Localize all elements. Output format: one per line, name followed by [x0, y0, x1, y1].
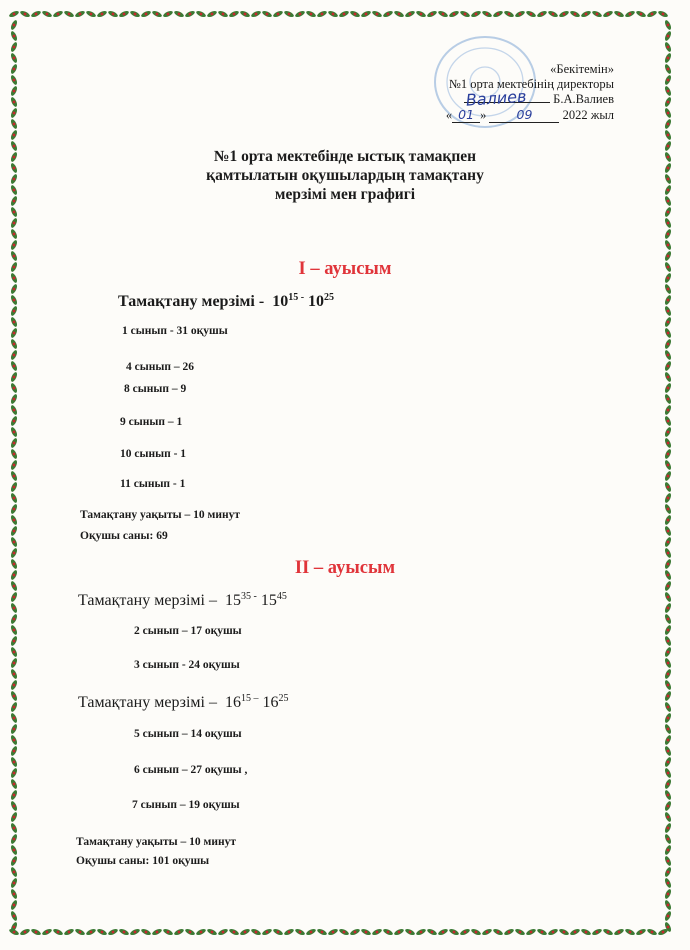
holly-leaf	[217, 10, 228, 19]
holly-leaf	[664, 921, 673, 932]
holly-leaf	[664, 228, 673, 239]
holly-leaf	[250, 928, 261, 937]
holly-leaf	[525, 10, 536, 19]
holly-leaf	[664, 360, 673, 371]
holly-leaf	[10, 701, 19, 712]
holly-leaf	[664, 514, 673, 525]
holly-leaf	[10, 591, 19, 602]
holly-leaf	[664, 239, 673, 250]
holly-leaf	[327, 928, 338, 937]
holly-leaf	[664, 85, 673, 96]
holly-leaf	[8, 10, 19, 19]
holly-leaf	[261, 10, 272, 19]
holly-leaf	[10, 580, 19, 591]
holly-leaf	[239, 10, 250, 19]
holly-leaf	[10, 657, 19, 668]
holly-leaf	[10, 228, 19, 239]
holly-leaf	[371, 10, 382, 19]
holly-leaf	[664, 503, 673, 514]
holly-leaf	[664, 580, 673, 591]
shift-1-class-2: 4 сынып – 26	[126, 361, 194, 373]
holly-leaf	[591, 928, 602, 937]
holly-leaf	[664, 448, 673, 459]
shift-2-class-3: 5 сынып – 14 оқушы	[134, 728, 242, 740]
holly-leaf	[162, 928, 173, 937]
holly-leaf	[547, 928, 558, 937]
holly-leaf	[10, 602, 19, 613]
holly-leaf	[10, 393, 19, 404]
shift-1-class-3: 8 сынып – 9	[124, 383, 187, 395]
holly-leaf	[10, 415, 19, 426]
holly-leaf	[10, 316, 19, 327]
holly-leaf	[10, 899, 19, 910]
holly-leaf	[129, 928, 140, 937]
holly-leaf	[664, 899, 673, 910]
holly-leaf	[10, 30, 19, 41]
holly-leaf	[10, 844, 19, 855]
holly-leaf	[195, 928, 206, 937]
holly-leaf	[481, 928, 492, 937]
holly-leaf	[10, 855, 19, 866]
holly-leaf	[558, 928, 569, 937]
shift-1-class-6: 11 сынып - 1	[120, 478, 186, 490]
holly-leaf	[426, 10, 437, 19]
holly-leaf	[664, 96, 673, 107]
holly-leaf	[664, 393, 673, 404]
holly-leaf	[10, 371, 19, 382]
holly-leaf	[481, 10, 492, 19]
holly-leaf	[664, 734, 673, 745]
holly-leaf	[664, 327, 673, 338]
holly-leaf	[316, 928, 327, 937]
holly-leaf	[349, 10, 360, 19]
holly-leaf	[74, 928, 85, 937]
holly-leaf	[10, 789, 19, 800]
holly-leaf	[118, 10, 129, 19]
holly-leaf	[580, 928, 591, 937]
holly-leaf	[602, 928, 613, 937]
holly-leaf	[558, 10, 569, 19]
holly-leaf	[664, 547, 673, 558]
holly-leaf	[459, 928, 470, 937]
title-line-1: №1 орта мектебінде ыстық тамақпен	[213, 148, 477, 165]
holly-leaf	[664, 52, 673, 63]
holly-leaf	[10, 404, 19, 415]
holly-leaf	[294, 10, 305, 19]
holly-leaf	[10, 448, 19, 459]
holly-leaf	[514, 10, 525, 19]
holly-leaf	[624, 10, 635, 19]
holly-leaf	[206, 10, 217, 19]
holly-leaf	[664, 833, 673, 844]
holly-leaf	[664, 118, 673, 129]
holly-leaf	[10, 778, 19, 789]
holly-leaf	[10, 283, 19, 294]
holly-leaf	[10, 866, 19, 877]
shift-2-class-5: 7 сынып – 19 оқушы	[132, 799, 240, 811]
holly-leaf	[664, 426, 673, 437]
holly-leaf	[536, 10, 547, 19]
holly-leaf	[261, 928, 272, 937]
holly-leaf	[382, 10, 393, 19]
holly-leaf	[664, 888, 673, 899]
holly-leaf	[118, 928, 129, 937]
holly-leaf	[664, 206, 673, 217]
holly-leaf	[10, 723, 19, 734]
holly-leaf	[664, 877, 673, 888]
holly-leaf	[657, 928, 668, 937]
holly-leaf	[664, 536, 673, 547]
holly-leaf	[664, 613, 673, 624]
holly-leaf	[96, 10, 107, 19]
shift-1-class-1: 1 сынып - 31 оқушы	[122, 325, 228, 337]
shift-1-timing: Тамақтану мерзімі - $10^{15 -}$ $10^{25}$	[118, 292, 335, 310]
holly-leaf	[664, 30, 673, 41]
holly-leaf	[591, 10, 602, 19]
holly-leaf	[41, 928, 52, 937]
shift-2-timing-2: Тамақтану мерзімі – $16^{15 -}$ $16^{25}$	[78, 693, 289, 711]
holly-leaf	[316, 10, 327, 19]
holly-leaf	[10, 206, 19, 217]
holly-leaf	[371, 928, 382, 937]
holly-leaf	[10, 305, 19, 316]
holly-leaf	[30, 10, 41, 19]
holly-leaf	[10, 877, 19, 888]
holly-leaf	[10, 690, 19, 701]
holly-leaf	[664, 41, 673, 52]
holly-leaf	[10, 426, 19, 437]
holly-leaf	[184, 928, 195, 937]
holly-leaf	[664, 107, 673, 118]
holly-leaf	[602, 10, 613, 19]
holly-leaf	[10, 85, 19, 96]
holly-leaf	[10, 294, 19, 305]
holly-leaf	[19, 928, 30, 937]
holly-leaf	[10, 833, 19, 844]
holly-leaf	[10, 459, 19, 470]
holly-leaf	[74, 10, 85, 19]
holly-leaf	[250, 10, 261, 19]
shift-2-timing-1: Тамақтану мерзімі – $15^{35 -}$ $15^{45}$	[78, 591, 287, 609]
page-title	[0, 147, 690, 204]
holly-leaf	[664, 525, 673, 536]
holly-leaf	[613, 10, 624, 19]
director-position: №1 орта мектебінің директоры	[448, 77, 614, 91]
holly-leaf	[664, 657, 673, 668]
holly-leaf	[415, 928, 426, 937]
holly-leaf	[664, 690, 673, 701]
holly-leaf	[448, 10, 459, 19]
holly-leaf	[360, 928, 371, 937]
holly-leaf	[41, 10, 52, 19]
holly-leaf	[664, 63, 673, 74]
holly-leaf	[10, 118, 19, 129]
holly-leaf	[664, 778, 673, 789]
holly-leaf	[664, 404, 673, 415]
holly-leaf	[664, 723, 673, 734]
holly-leaf	[664, 811, 673, 822]
holly-leaf	[664, 74, 673, 85]
holly-leaf	[10, 470, 19, 481]
holly-leaf	[272, 10, 283, 19]
shift-2-class-1: 2 сынып – 17 оқушы	[134, 625, 242, 637]
holly-leaf	[206, 928, 217, 937]
holly-leaf	[664, 844, 673, 855]
holly-leaf	[664, 745, 673, 756]
shift-2-students: Оқушы саны: 101 оқушы	[76, 855, 210, 867]
approval-label: «Бекітемін»	[550, 62, 614, 76]
holly-leaf	[338, 10, 349, 19]
holly-leaf	[613, 928, 624, 937]
holly-leaf	[664, 712, 673, 723]
holly-leaf	[10, 888, 19, 899]
holly-leaf	[85, 928, 96, 937]
holly-leaf	[569, 10, 580, 19]
holly-leaf	[664, 855, 673, 866]
holly-leaf	[664, 470, 673, 481]
holly-leaf	[10, 635, 19, 646]
shift-1-class-5: 10 сынып - 1	[120, 448, 187, 460]
holly-leaf	[52, 10, 63, 19]
holly-leaf	[96, 928, 107, 937]
holly-leaf	[664, 437, 673, 448]
holly-leaf	[10, 96, 19, 107]
shift-2-duration: Тамақтану уақыты – 10 минут	[76, 836, 236, 848]
shift-2-class-2: 3 сынып - 24 оқушы	[134, 659, 240, 671]
holly-leaf	[10, 910, 19, 921]
holly-leaf	[664, 767, 673, 778]
holly-leaf	[10, 41, 19, 52]
holly-leaf	[10, 624, 19, 635]
shift-2-heading: ІІ – ауысым	[294, 558, 396, 578]
holly-leaf	[283, 928, 294, 937]
holly-leaf	[536, 928, 547, 937]
date-day: 01	[452, 107, 480, 123]
title-line-2: қамтылатын оқушылардың тамақтану	[206, 167, 484, 184]
holly-leaf	[195, 10, 206, 19]
shift-2-class-4: 6 сынып – 27 оқушы ,	[134, 764, 248, 776]
holly-leaf	[10, 217, 19, 228]
holly-leaf	[664, 481, 673, 492]
holly-leaf	[664, 822, 673, 833]
holly-leaf	[459, 10, 470, 19]
holly-leaf	[10, 921, 19, 932]
holly-leaf	[664, 679, 673, 690]
date-year: 2022 жыл	[562, 108, 614, 122]
holly-leaf	[151, 10, 162, 19]
holly-leaf	[10, 613, 19, 624]
holly-leaf	[404, 928, 415, 937]
holly-leaf	[10, 239, 19, 250]
holly-leaf	[140, 10, 151, 19]
date-month: 09	[489, 107, 559, 123]
approval-date: « 01 » 09 2022 жыл	[445, 107, 614, 122]
holly-leaf	[664, 217, 673, 228]
holly-leaf	[10, 129, 19, 140]
holly-leaf	[19, 10, 30, 19]
holly-leaf	[664, 624, 673, 635]
holly-leaf	[162, 10, 173, 19]
holly-leaf	[664, 349, 673, 360]
holly-leaf	[10, 382, 19, 393]
holly-leaf	[10, 822, 19, 833]
holly-leaf	[52, 928, 63, 937]
holly-leaf	[10, 327, 19, 338]
holly-leaf	[664, 492, 673, 503]
holly-leaf	[294, 928, 305, 937]
holly-leaf	[10, 19, 19, 30]
holly-leaf	[664, 294, 673, 305]
holly-leaf	[107, 928, 118, 937]
holly-leaf	[10, 107, 19, 118]
holly-leaf	[107, 10, 118, 19]
holly-leaf	[664, 756, 673, 767]
shift-1-duration: Тамақтану уақыты – 10 минут	[80, 509, 240, 521]
holly-leaf	[437, 10, 448, 19]
holly-leaf	[393, 10, 404, 19]
holly-leaf	[664, 371, 673, 382]
holly-leaf	[10, 811, 19, 822]
holly-leaf	[514, 928, 525, 937]
holly-leaf	[10, 338, 19, 349]
holly-leaf	[10, 492, 19, 503]
holly-leaf	[173, 928, 184, 937]
holly-leaf	[10, 646, 19, 657]
holly-leaf	[338, 928, 349, 937]
shift-1-students: Оқушы саны: 69	[80, 530, 168, 542]
holly-leaf	[503, 10, 514, 19]
holly-leaf	[426, 928, 437, 937]
holly-leaf	[10, 481, 19, 492]
holly-leaf	[635, 928, 646, 937]
holly-leaf	[525, 928, 536, 937]
holly-leaf	[30, 928, 41, 937]
holly-leaf	[664, 635, 673, 646]
shift-1-class-4: 9 сынып – 1	[120, 416, 183, 428]
holly-leaf	[664, 459, 673, 470]
holly-leaf	[151, 928, 162, 937]
holly-leaf	[448, 928, 459, 937]
holly-leaf	[492, 10, 503, 19]
holly-leaf	[664, 789, 673, 800]
holly-leaf	[217, 928, 228, 937]
holly-leaf	[85, 10, 96, 19]
holly-leaf	[10, 514, 19, 525]
holly-leaf	[184, 10, 195, 19]
holly-leaf	[173, 10, 184, 19]
holly-leaf	[503, 928, 514, 937]
holly-leaf	[10, 800, 19, 811]
holly-leaf	[664, 668, 673, 679]
holly-leaf	[283, 10, 294, 19]
holly-leaf	[10, 745, 19, 756]
holly-leaf	[646, 928, 657, 937]
holly-leaf	[664, 866, 673, 877]
director-name: Б.А.Валиев	[553, 92, 614, 106]
holly-leaf	[470, 928, 481, 937]
holly-leaf	[664, 382, 673, 393]
holly-leaf	[404, 10, 415, 19]
holly-leaf	[10, 536, 19, 547]
holly-leaf	[10, 547, 19, 558]
holly-leaf	[664, 316, 673, 327]
holly-leaf	[664, 305, 673, 316]
holly-leaf	[272, 928, 283, 937]
director-signature: Валиев	[465, 86, 528, 110]
holly-leaf	[360, 10, 371, 19]
holly-leaf	[624, 928, 635, 937]
holly-leaf	[10, 52, 19, 63]
holly-leaf	[664, 800, 673, 811]
holly-leaf	[664, 591, 673, 602]
title-line-3: мерзімі мен графигі	[274, 186, 416, 203]
holly-leaf	[10, 734, 19, 745]
holly-leaf	[664, 701, 673, 712]
holly-leaf	[10, 712, 19, 723]
holly-leaf	[10, 668, 19, 679]
holly-leaf	[8, 928, 19, 937]
holly-leaf	[10, 503, 19, 514]
holly-leaf	[327, 10, 338, 19]
holly-leaf	[10, 525, 19, 536]
holly-leaf	[10, 679, 19, 690]
holly-leaf	[664, 283, 673, 294]
holly-leaf	[228, 10, 239, 19]
holly-leaf	[492, 928, 503, 937]
holly-leaf	[664, 646, 673, 657]
holly-leaf	[664, 19, 673, 30]
holly-leaf	[10, 74, 19, 85]
holly-leaf	[664, 338, 673, 349]
holly-leaf	[664, 129, 673, 140]
holly-leaf	[580, 10, 591, 19]
holly-leaf	[664, 910, 673, 921]
holly-leaf	[393, 928, 404, 937]
holly-leaf	[63, 10, 74, 19]
shift-1-heading: І – ауысым	[298, 259, 392, 279]
holly-leaf	[305, 928, 316, 937]
holly-leaf	[305, 10, 316, 19]
holly-leaf	[470, 10, 481, 19]
holly-leaf	[228, 928, 239, 937]
holly-leaf	[349, 928, 360, 937]
holly-leaf	[569, 928, 580, 937]
holly-leaf	[382, 928, 393, 937]
holly-leaf	[10, 360, 19, 371]
holly-leaf	[547, 10, 558, 19]
holly-leaf	[437, 928, 448, 937]
holly-leaf	[129, 10, 140, 19]
holly-leaf	[10, 756, 19, 767]
holly-leaf	[10, 63, 19, 74]
holly-leaf	[10, 437, 19, 448]
holly-leaf	[657, 10, 668, 19]
holly-leaf	[140, 928, 151, 937]
holly-leaf	[10, 349, 19, 360]
holly-leaf	[646, 10, 657, 19]
holly-leaf	[10, 767, 19, 778]
holly-leaf	[664, 602, 673, 613]
holly-leaf	[415, 10, 426, 19]
holly-leaf	[239, 928, 250, 937]
holly-leaf	[635, 10, 646, 19]
holly-leaf	[63, 928, 74, 937]
holly-leaf	[664, 415, 673, 426]
